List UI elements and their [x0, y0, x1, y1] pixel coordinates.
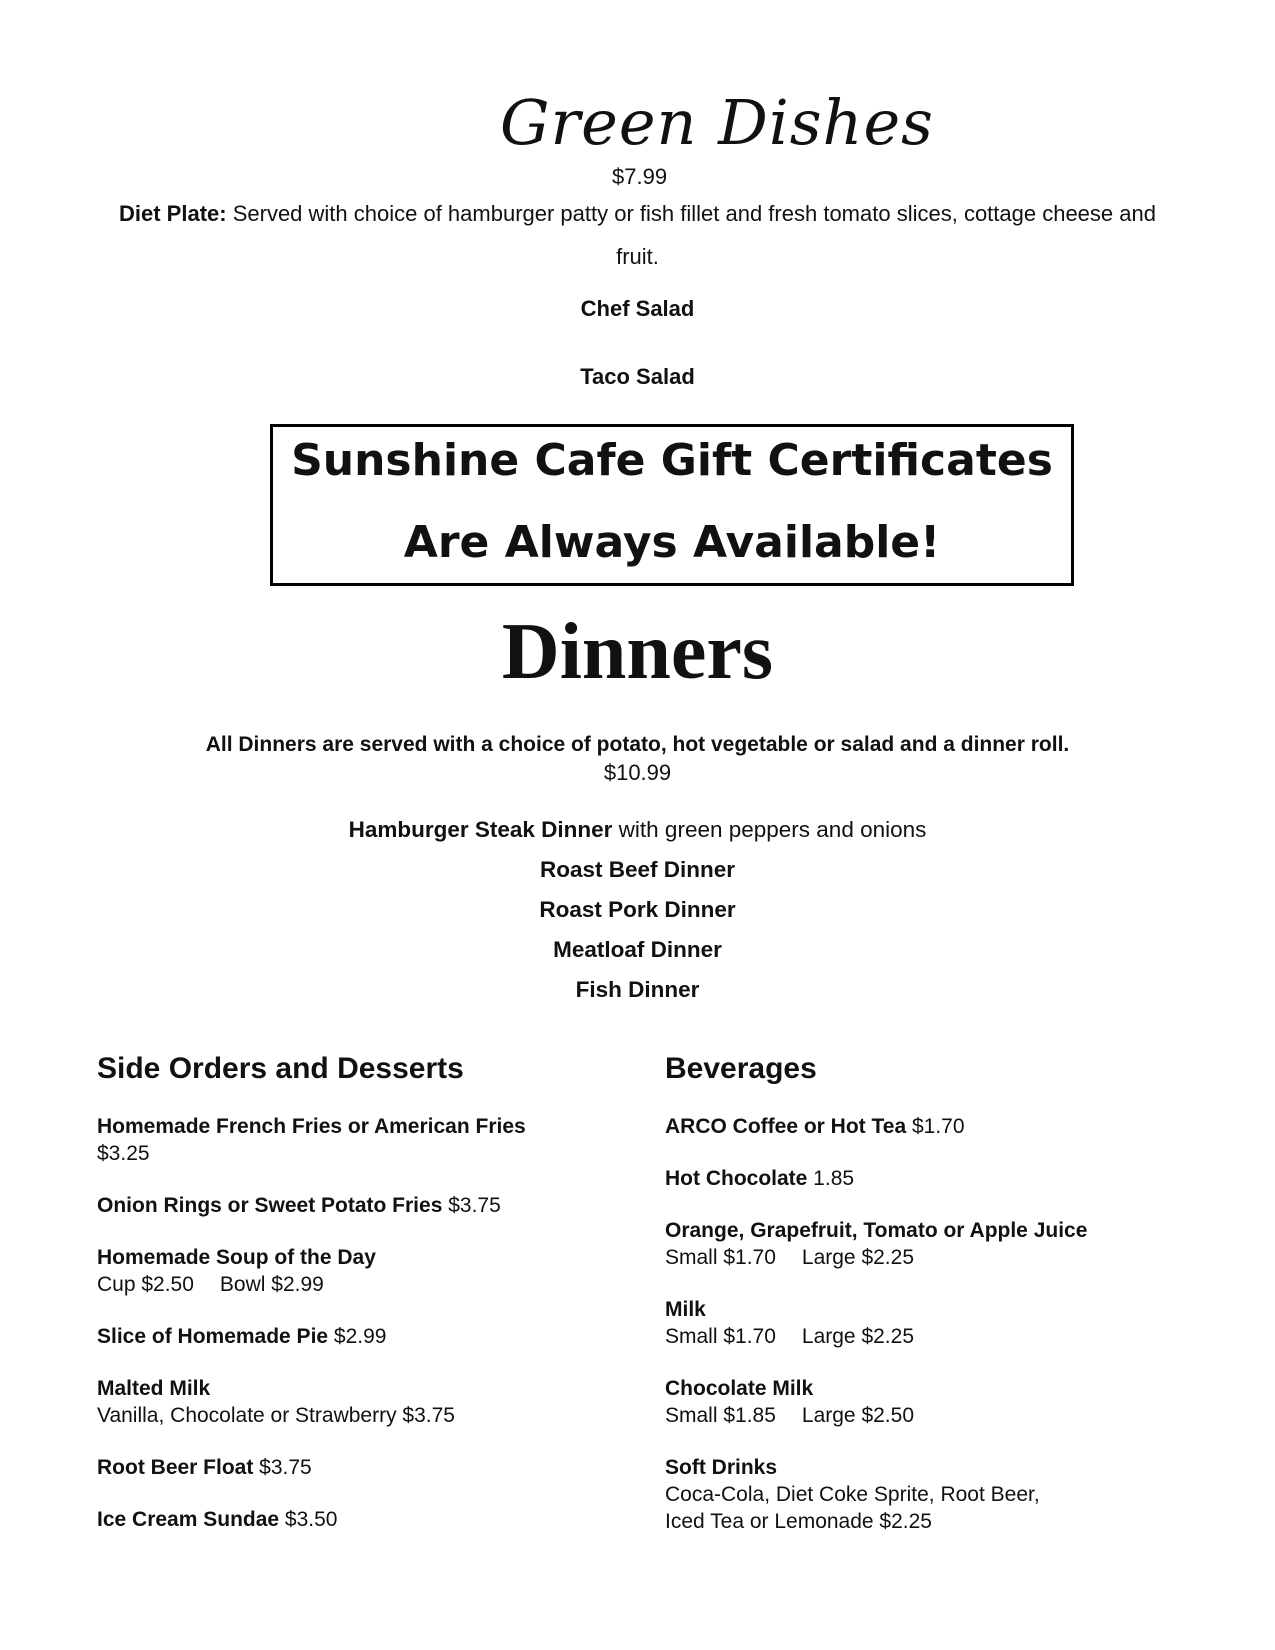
- menu-entry: [97, 1375, 617, 1429]
- dinner-item: Meatloaf Dinner: [553, 937, 722, 962]
- entry-name: ARCO Coffee or Hot Tea: [665, 1115, 907, 1138]
- dinners-title: Dinners: [501, 608, 774, 696]
- chef-salad-item: Chef Salad: [580, 296, 695, 321]
- sides-heading: Side Orders and Desserts: [97, 1052, 464, 1085]
- entry-price: $1.70: [906, 1115, 965, 1138]
- entry-detail: Coca-Cola, Diet Coke Sprite, Root Beer,: [665, 1483, 1040, 1506]
- entry-price: $3.50: [279, 1508, 338, 1531]
- gift-line-1: Sunshine Cafe Gift Certificates: [291, 435, 1053, 486]
- entry-price: Large $2.25: [801, 1325, 915, 1348]
- menu-entry: [97, 1506, 617, 1533]
- entry-price: $3.75: [442, 1194, 501, 1217]
- menu-entry: [97, 1454, 617, 1481]
- green-dishes-price: $7.99: [612, 164, 668, 189]
- entry-price: Small $1.85: [665, 1404, 776, 1427]
- menu-entry: [665, 1296, 1185, 1350]
- entry-name: Malted Milk: [97, 1377, 211, 1400]
- entry-name: Hot Chocolate: [665, 1167, 808, 1190]
- entry-price: Large $2.50: [801, 1404, 915, 1427]
- entry-name: Homemade Soup of the Day: [97, 1246, 376, 1269]
- dinners-note: All Dinners are served with a choice of potato, hot vegetable or salad and a dinner roll.: [205, 733, 1070, 756]
- menu-entry: [665, 1454, 1185, 1535]
- menu-entry: [97, 1113, 617, 1167]
- dinner-item: Roast Beef Dinner: [539, 857, 736, 882]
- menu-entry: [97, 1192, 617, 1219]
- beverages-heading: Beverages: [665, 1052, 817, 1085]
- taco-salad-item: Taco Salad: [580, 364, 695, 389]
- entry-price: Cup $2.50: [97, 1273, 194, 1296]
- menu-entry: [665, 1165, 1185, 1192]
- sides-column: [97, 1052, 617, 1558]
- gift-line-2: Are Always Available!: [403, 517, 941, 568]
- entry-name: Slice of Homemade Pie: [97, 1325, 329, 1348]
- entry-price: Large $2.25: [801, 1246, 915, 1269]
- dinner-item: Roast Pork Dinner: [539, 897, 736, 922]
- entry-name: Orange, Grapefruit, Tomato or Apple Juice: [665, 1219, 1088, 1242]
- entry-name: Milk: [665, 1298, 706, 1321]
- entry-price: Bowl $2.99: [219, 1273, 324, 1296]
- gift-certificate-banner: [270, 424, 1074, 586]
- dinner-item: [0, 810, 1275, 850]
- entry-price: $2.99: [328, 1325, 387, 1348]
- entry-name: Soft Drinks: [665, 1456, 778, 1479]
- dinner-item-name: Hamburger Steak Dinner: [348, 817, 613, 842]
- diet-plate-label: Diet Plate:: [119, 201, 227, 226]
- entry-name: Root Beer Float: [97, 1456, 254, 1479]
- entry-price: 1.85: [807, 1167, 855, 1190]
- menu-entry: [665, 1375, 1185, 1429]
- entry-name: Onion Rings or Sweet Potato Fries: [97, 1194, 443, 1217]
- entry-price: $3.25: [97, 1142, 150, 1165]
- entry-detail: Iced Tea or Lemonade $2.25: [665, 1510, 932, 1533]
- dinner-item-desc: with green peppers and onions: [612, 817, 927, 842]
- dinner-list: [0, 810, 1275, 1010]
- entry-name: Chocolate Milk: [665, 1377, 814, 1400]
- entry-name: Homemade French Fries or American Fries: [97, 1115, 526, 1138]
- entry-price: Small $1.70: [665, 1246, 776, 1269]
- diet-plate-description: [110, 192, 1165, 278]
- beverages-column: [665, 1052, 1185, 1560]
- menu-entry: [665, 1217, 1185, 1271]
- menu-entry: [97, 1244, 617, 1298]
- entry-name: Ice Cream Sundae: [97, 1508, 280, 1531]
- diet-plate-text: Served with choice of hamburger patty or fish fillet and fresh tomato slices, cottage cheese and fruit.: [226, 201, 1156, 269]
- menu-entry: [665, 1113, 1185, 1140]
- dinners-price: $10.99: [603, 760, 672, 785]
- entry-price: $3.75: [253, 1456, 312, 1479]
- entry-price: Vanilla, Chocolate or Strawberry $3.75: [97, 1404, 455, 1427]
- green-dishes-title: Green Dishes: [500, 86, 934, 159]
- dinner-item: Fish Dinner: [575, 977, 700, 1002]
- menu-entry: [97, 1323, 617, 1350]
- entry-price: Small $1.70: [665, 1325, 776, 1348]
